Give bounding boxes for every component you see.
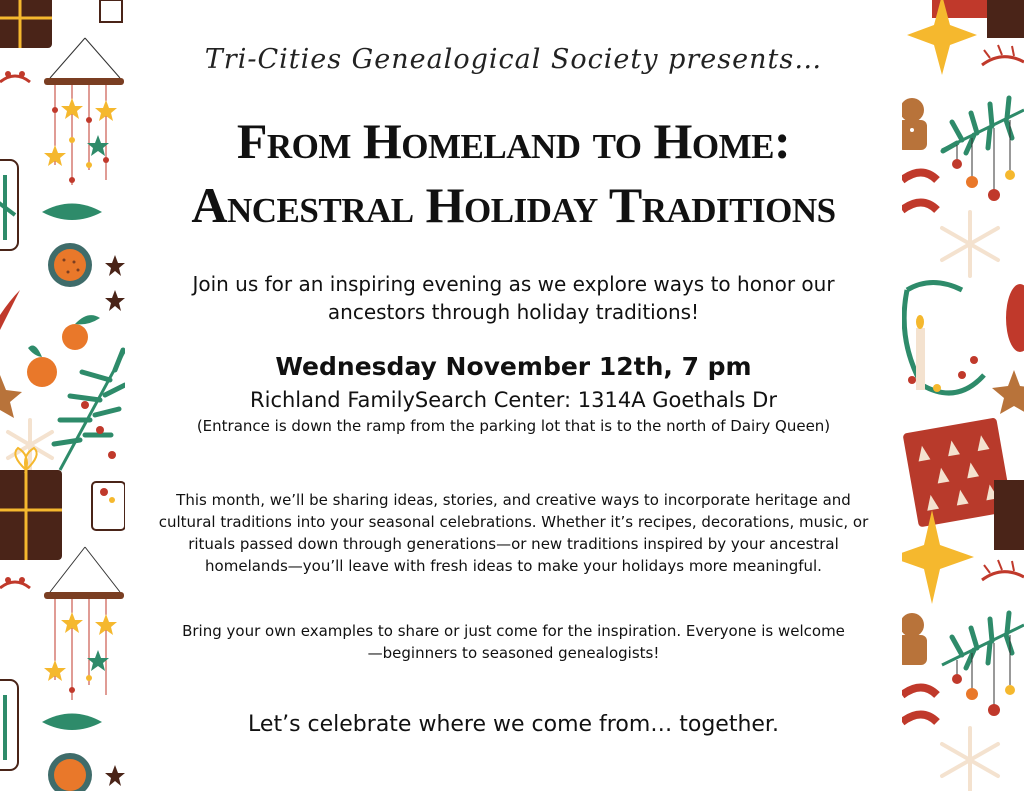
closing-line: Let’s celebrate where we come from… together. — [248, 712, 779, 737]
star-garland-icon — [44, 38, 124, 185]
gift-box-icon — [0, 0, 52, 48]
event-date-time: Wednesday November 12th, 7 pm — [275, 352, 752, 381]
orange-fruit-icon — [48, 243, 92, 287]
candle-wreath-icon — [904, 283, 984, 394]
right-decorative-border — [902, 0, 1024, 791]
gold-star-icon — [902, 510, 974, 604]
star-anise-icon — [105, 765, 125, 786]
star-anise-icon — [105, 255, 125, 311]
holly-leaf-icon — [42, 714, 102, 731]
star-garland-icon — [44, 547, 124, 700]
holly-leaf-icon — [42, 204, 102, 221]
pine-branch-icon — [942, 98, 1024, 201]
presenter-line: Tri-Cities Genealogical Society presents… — [204, 44, 823, 75]
cookie-star-icon — [0, 375, 22, 418]
berry-branch-icon — [0, 71, 30, 82]
jar-icon — [92, 482, 125, 530]
berry-branch-icon — [982, 560, 1024, 580]
intro-text: Join us for an inspiring evening as we explore ways to honor our ancestors through holiday traditions! — [192, 272, 835, 324]
flyer-content — [125, 0, 902, 791]
jar-icon — [0, 160, 18, 250]
gingerbread-icon — [902, 613, 927, 665]
candy-cane-icon — [902, 173, 937, 211]
cookie-star-icon — [992, 370, 1024, 414]
berry-branch-icon — [982, 45, 1024, 65]
entrance-note: (Entrance is down the ramp from the parking lot that is to the north of Dairy Queen) — [196, 417, 831, 435]
event-venue: Richland FamilySearch Center: 1314A Goethals Dr — [250, 388, 777, 412]
snowflake-icon — [942, 212, 998, 276]
pine-branch-icon — [54, 350, 125, 470]
description-paragraph-2: Bring your own examples to share or just come for the inspiration. Everyone is welcome—beginners to seasoned genealogists! — [182, 622, 845, 662]
gift-box-icon — [994, 480, 1024, 550]
candy-cane-icon — [902, 688, 937, 723]
gingerbread-icon — [902, 98, 927, 150]
title-line-1: From Homeland to Home: — [236, 113, 791, 169]
description-paragraph-1: This month, we’ll be sharing ideas, stories, and creative ways to incorporate heritage and cultural traditions into your seasonal celebrations. Whether it’s recipes, decorations, music, or rituals passed down through generations—or new traditions inspired by your ancestral homelands—you’ll leave with fresh ideas to make your holidays more meaningful. — [158, 491, 869, 575]
title-line-2: Ancestral Holiday Traditions — [191, 177, 836, 233]
pine-cone-icon — [1006, 284, 1024, 352]
berry-branch-icon — [0, 577, 30, 588]
snowflake-icon — [942, 728, 998, 791]
snowflake-icon — [8, 420, 52, 470]
jar-icon — [0, 680, 18, 770]
gift-box-icon — [0, 448, 62, 560]
pine-branch-icon — [942, 613, 1024, 716]
orange-fruit-icon — [48, 753, 92, 791]
left-decorative-border — [0, 0, 125, 791]
bow-icon — [0, 285, 20, 330]
